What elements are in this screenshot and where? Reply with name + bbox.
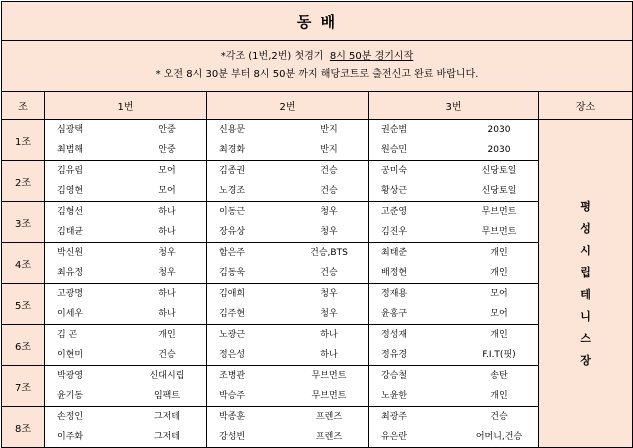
pair-cell: [45, 407, 207, 448]
player-team: 반지: [320, 125, 338, 135]
player-team: 2030: [487, 125, 511, 135]
player-name: 원승민: [381, 145, 408, 155]
group-row: [2, 161, 633, 202]
player-team: 신당토일: [481, 186, 517, 196]
player-entry: [369, 263, 538, 283]
player-team: 신당토일: [481, 166, 517, 176]
group-label: 6조: [2, 325, 45, 366]
pair-cell: [369, 325, 539, 366]
pair-cell: [369, 284, 539, 325]
group-label: 2조: [2, 161, 45, 202]
group-row: [2, 407, 633, 448]
pair-cell: [45, 161, 207, 202]
pair-cell: [369, 202, 539, 243]
notice-line-1: [2, 48, 632, 66]
player-team: 건승,BTS: [310, 248, 348, 258]
player-name: 김동욱: [219, 268, 246, 278]
player-entry: [45, 407, 206, 427]
player-name: 정유경: [381, 350, 408, 360]
pair-cell: [369, 366, 539, 407]
player-name: 장유상: [219, 227, 246, 237]
player-name: 김 곤: [57, 330, 78, 340]
notice-line-1-text: *각조 (1번,2번) 첫경기: [220, 51, 330, 62]
player-team: 하나: [158, 207, 176, 217]
player-entry: [207, 366, 368, 386]
player-name: 박종훈: [219, 412, 246, 422]
pair-cell: [45, 243, 207, 284]
header-slot-2: 2번: [207, 92, 369, 120]
player-name: 배정현: [381, 268, 408, 278]
player-team: 개인: [490, 391, 508, 401]
pair-cell: [369, 120, 539, 161]
group-label: 5조: [2, 284, 45, 325]
player-team: 하나: [158, 289, 176, 299]
player-entry: [45, 345, 206, 365]
player-name: 손정인: [57, 412, 84, 422]
player-entry: [369, 325, 538, 345]
player-entry: [207, 243, 368, 263]
pair-cell: [207, 161, 369, 202]
player-team: 청우: [158, 248, 176, 258]
player-entry: [45, 284, 206, 304]
player-team: 개인: [490, 330, 508, 340]
player-team: 신대시립: [149, 371, 185, 381]
group-row: [2, 284, 633, 325]
pair-cell: [207, 243, 369, 284]
player-entry: [45, 120, 206, 140]
bracket-table: [1, 1, 633, 448]
player-entry: [369, 243, 538, 263]
pair-cell: [369, 161, 539, 202]
player-team: 반지: [320, 145, 338, 155]
player-entry: [207, 161, 368, 181]
group-row: [2, 366, 633, 407]
player-team: 개인: [158, 330, 176, 340]
group-label: 8조: [2, 407, 45, 448]
pair-cell: [207, 202, 369, 243]
player-name: 함은주: [219, 248, 246, 258]
player-entry: [207, 181, 368, 201]
player-entry: [207, 427, 368, 447]
player-name: 고준영: [381, 207, 408, 217]
player-team: 무브먼트: [311, 371, 347, 381]
player-entry: [369, 366, 538, 386]
player-team: 개인: [490, 248, 508, 258]
group-label: 1조: [2, 120, 45, 161]
player-name: 정은성: [219, 350, 246, 360]
group-label: 3조: [2, 202, 45, 243]
pair-cell: [45, 284, 207, 325]
player-name: 노광근: [219, 330, 246, 340]
group-row: [2, 325, 633, 366]
player-entry: [45, 304, 206, 324]
player-entry: [45, 427, 206, 447]
player-name: 최범해: [57, 145, 84, 155]
player-team: F.I.T(핏): [482, 350, 516, 360]
player-team: 개인: [490, 268, 508, 278]
player-name: 심광택: [57, 125, 84, 135]
player-name: 박승주: [219, 391, 246, 401]
player-team: 그저테: [153, 432, 181, 442]
player-name: 김진우: [381, 227, 408, 237]
player-team: 임팩트: [153, 391, 181, 401]
player-team: 무브먼트: [481, 227, 517, 237]
player-team: 안중: [158, 125, 176, 135]
pair-cell: [45, 202, 207, 243]
player-name: 정재용: [381, 289, 408, 299]
notice-line-2: * 오전 8시 30분 부터 8시 50분 까지 해당코트로 출전신고 완료 바랍니다.: [155, 69, 479, 80]
player-team: 청우: [320, 227, 338, 237]
player-entry: [45, 325, 206, 345]
player-entry: [369, 161, 538, 181]
header-place: 장소: [539, 92, 633, 120]
player-team: 2030: [487, 145, 511, 155]
player-team: 무브먼트: [311, 391, 347, 401]
player-entry: [207, 222, 368, 242]
pair-cell: [369, 243, 539, 284]
group-row: [2, 120, 633, 161]
player-name: 최유정: [57, 268, 84, 278]
player-name: 강성빈: [219, 432, 246, 442]
player-team: 송탄: [490, 371, 508, 381]
player-team: 건승: [490, 412, 508, 422]
player-entry: [207, 407, 368, 427]
player-team: 하나: [320, 350, 338, 360]
header-slot-1: 1번: [45, 92, 207, 120]
pair-cell: [207, 407, 369, 448]
group-label: 4조: [2, 243, 45, 284]
player-entry: [369, 304, 538, 324]
player-name: 김애희: [219, 289, 246, 299]
player-team: 프렌즈: [315, 412, 343, 422]
player-name: 김유림: [57, 166, 84, 176]
player-team: 그저테: [153, 412, 181, 422]
player-name: 정성재: [381, 330, 408, 340]
player-name: 노윤한: [381, 391, 408, 401]
group-label: 7조: [2, 366, 45, 407]
pair-cell: [207, 325, 369, 366]
player-team: 건승: [320, 268, 338, 278]
player-name: 최경화: [219, 145, 246, 155]
player-team: 모어: [490, 289, 508, 299]
pair-cell: [369, 407, 539, 448]
player-entry: [207, 140, 368, 160]
player-team: 모어: [490, 309, 508, 319]
player-name: 김종권: [219, 166, 246, 176]
player-entry: [207, 304, 368, 324]
player-name: 김태균: [57, 227, 84, 237]
pair-cell: [45, 366, 207, 407]
player-entry: [369, 386, 538, 406]
player-name: 윤기동: [57, 391, 84, 401]
header-row: [2, 92, 633, 120]
player-team: 모어: [158, 166, 176, 176]
group-row: [2, 243, 633, 284]
player-name: 김영현: [57, 186, 84, 196]
pair-cell: [207, 120, 369, 161]
player-name: 강승철: [381, 371, 408, 381]
pair-cell: [45, 120, 207, 161]
player-entry: [369, 284, 538, 304]
player-team: 하나: [158, 227, 176, 237]
player-entry: [369, 407, 538, 427]
header-group: 조: [2, 92, 45, 120]
player-name: 박신원: [57, 248, 84, 258]
player-entry: [207, 120, 368, 140]
player-entry: [45, 161, 206, 181]
pair-cell: [207, 366, 369, 407]
player-name: 유은란: [381, 432, 408, 442]
player-entry: [45, 222, 206, 242]
player-name: 김형선: [57, 207, 84, 217]
notice-box: [2, 41, 633, 92]
player-entry: [45, 366, 206, 386]
player-name: 윤홍구: [381, 309, 408, 319]
player-team: 프렌즈: [315, 432, 343, 442]
player-name: 황상근: [381, 186, 408, 196]
player-team: 청우: [158, 268, 176, 278]
pair-cell: [45, 325, 207, 366]
player-team: 건승: [320, 186, 338, 196]
player-team: 건승: [320, 166, 338, 176]
player-entry: [369, 140, 538, 160]
player-entry: [45, 140, 206, 160]
player-entry: [369, 181, 538, 201]
page-title: 동 배: [2, 2, 633, 41]
player-team: 청우: [320, 309, 338, 319]
player-entry: [207, 345, 368, 365]
player-entry: [207, 202, 368, 222]
player-entry: [207, 263, 368, 283]
player-team: 모어: [158, 186, 176, 196]
player-name: 이동근: [219, 207, 246, 217]
player-name: 노경조: [219, 186, 246, 196]
player-name: 공미숙: [381, 166, 408, 176]
header-slot-3: 3번: [369, 92, 539, 120]
player-name: 김주현: [219, 309, 246, 319]
player-team: 어머니,건승: [475, 432, 523, 442]
group-row: [2, 202, 633, 243]
player-name: 이세우: [57, 309, 84, 319]
player-entry: [207, 386, 368, 406]
player-team: 건승: [158, 350, 176, 360]
player-entry: [369, 427, 538, 447]
player-entry: [369, 345, 538, 365]
player-name: 고광명: [57, 289, 84, 299]
notice-start-time: 8시 50분 경기시작: [329, 51, 414, 62]
pair-cell: [207, 284, 369, 325]
player-entry: [369, 222, 538, 242]
player-team: 청우: [320, 289, 338, 299]
player-team: 무브먼트: [481, 207, 517, 217]
player-entry: [45, 181, 206, 201]
player-entry: [45, 263, 206, 283]
player-name: 이주화: [57, 432, 84, 442]
player-entry: [45, 386, 206, 406]
player-team: 청우: [320, 207, 338, 217]
player-team: 하나: [158, 309, 176, 319]
player-entry: [207, 325, 368, 345]
player-entry: [369, 120, 538, 140]
player-team: 하나: [320, 330, 338, 340]
place-name: 평성시립테니스장: [580, 199, 591, 367]
player-name: 조병관: [219, 371, 246, 381]
player-name: 최태준: [381, 248, 408, 258]
place-cell: [539, 120, 633, 448]
player-entry: [45, 243, 206, 263]
player-name: 최광주: [381, 412, 408, 422]
player-name: 신용문: [219, 125, 246, 135]
player-entry: [369, 202, 538, 222]
player-team: 안중: [158, 145, 176, 155]
player-name: 박광영: [57, 371, 84, 381]
player-entry: [207, 284, 368, 304]
player-entry: [45, 202, 206, 222]
player-name: 이현미: [57, 350, 84, 360]
player-name: 권순범: [381, 125, 408, 135]
